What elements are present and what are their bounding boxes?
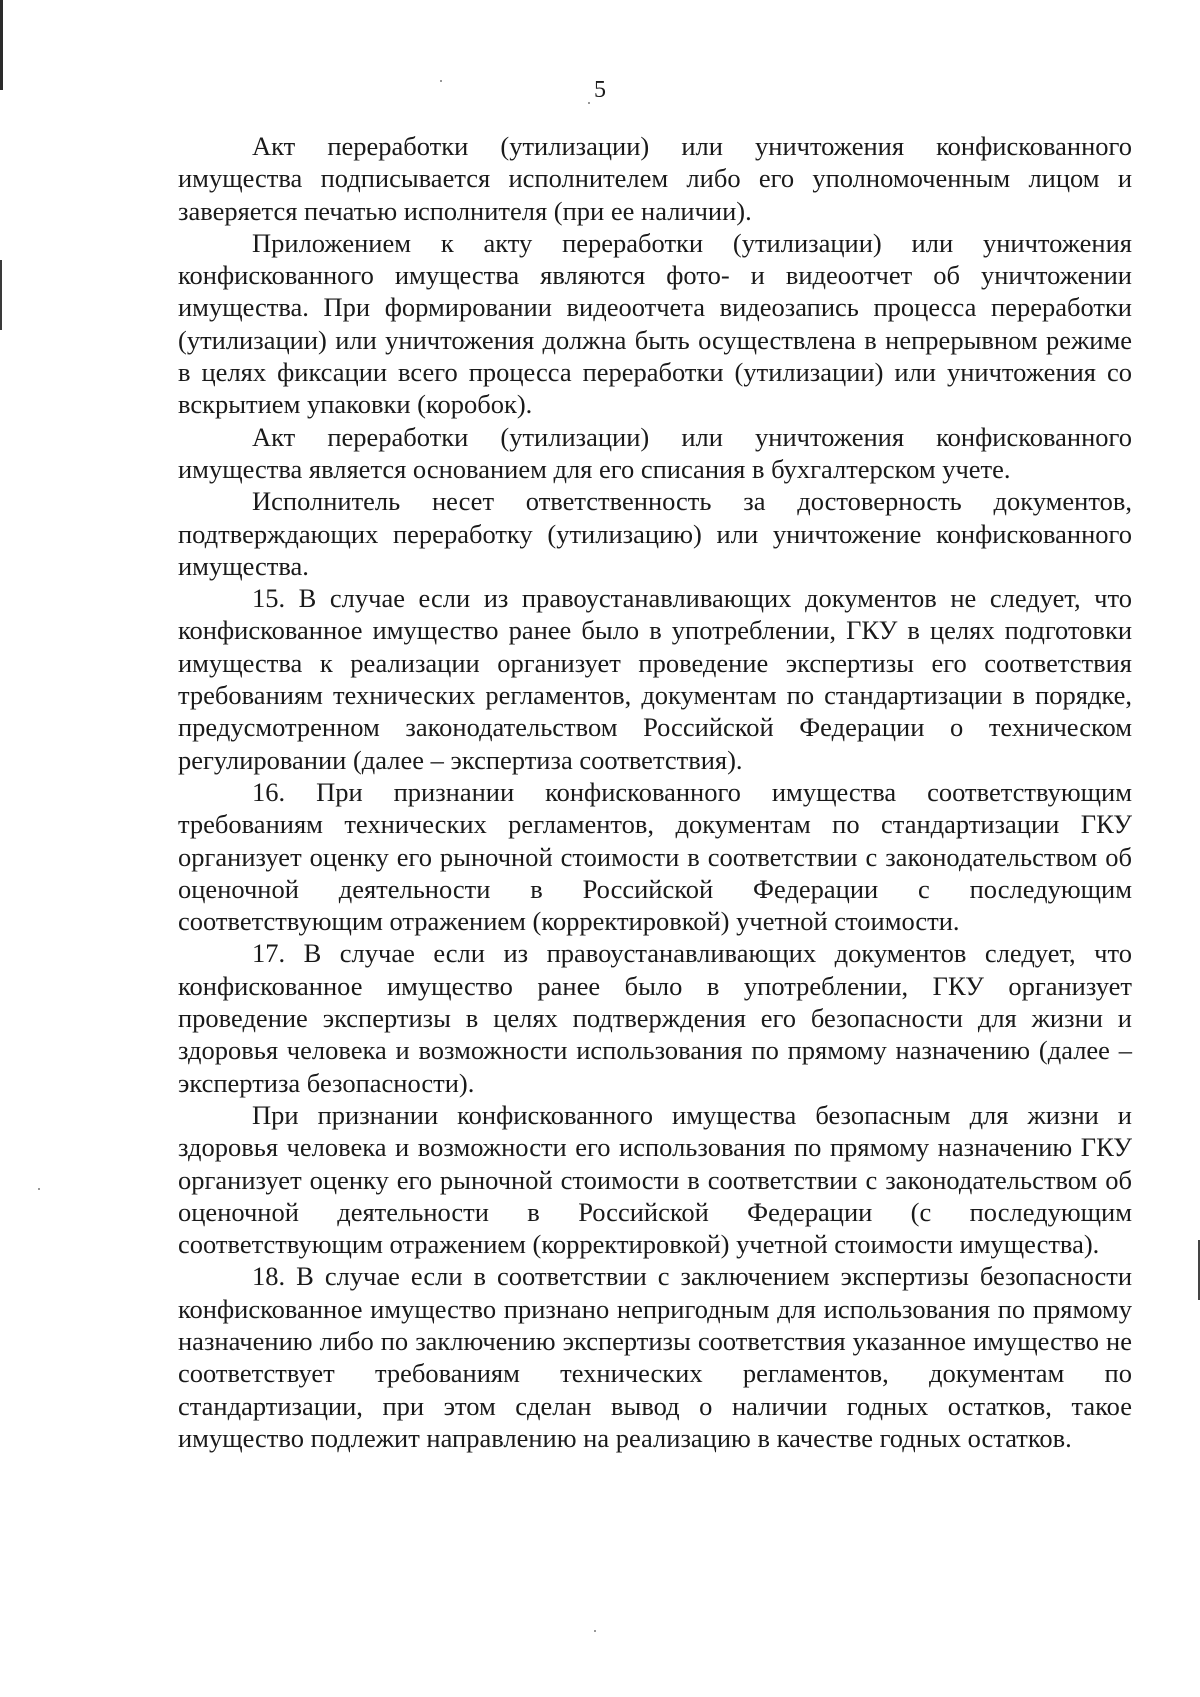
- page-number: 5: [594, 77, 606, 103]
- scan-speck: [594, 1630, 596, 1632]
- paragraph-act-basis: Акт переработки (утилизации) или уничтожения конфискованного имущества является основанием для его списания в бухгалтерском учете.: [178, 421, 1132, 484]
- paragraph-item-17: 17. В случае если из правоустанавливающих документов следует, что конфискованное имущество ранее было в употреблении, ГКУ организует проведение экспертизы в целях подтверждения его безопасности для жизни и здоровья человека и возможности использования по прямому назначению (далее – экспертиза безопасности).: [178, 938, 1132, 1098]
- paragraph-act-attachment: Приложением к акту переработки (утилизации) или уничтожения конфискованного имущества являются фото- и видеоотчет об уничтожении имущества. При формировании видеоотчета видеозапись процесса переработки (утилизации) или уничтожения должна быть осуществлена в непрерывном режиме в целях фиксации всего процесса переработки (утилизации) или уничтожения со вскрытием упаковки (коробок).: [178, 227, 1132, 420]
- paragraph-item-15: 15. В случае если из правоустанавливающих документов не следует, что конфискованное имущество ранее было в употреблении, ГКУ в целях подготовки имущества к реализации организует проведение экспертизы его соответствия требованиям технических регламентов, документам по стандартизации в порядке, предусмотренном законодательством Российской Федерации о техническом регулировании (далее – экспертиза соответствия).: [178, 583, 1132, 775]
- paragraph-item-17-continued: При признании конфискованного имущества безопасным для жизни и здоровья человека и возможности его использования по прямому назначению ГКУ организует оценку его рыночной стоимости в соответствии с законодательством об оценочной деятельности в Российской Федерации (с последующим соответствующим отражением (корректировкой) учетной стоимости имущества).: [178, 1099, 1132, 1260]
- scan-speck: [38, 1188, 40, 1190]
- paragraph-executor-responsibility: Исполнитель несет ответственность за достоверность документов, подтверждающих переработку (утилизацию) или уничтожение конфискованного имущества.: [178, 486, 1132, 581]
- scan-edge-mark: [0, 260, 2, 330]
- paragraph-item-16: 16. При признании конфискованного имущества соответствующим требованиям технических регламентов, документам по стандартизации ГКУ организует оценку его рыночной стоимости в соответствии с законодательством об оценочной деятельности в Российской Федерации с последующим соответствующим отражением (корректировкой) учетной стоимости.: [178, 776, 1132, 937]
- paragraph-item-18: 18. В случае если в соответствии с заключением экспертизы безопасности конфискованное имущество признано непригодным для использования по прямому назначению либо по заключению экспертизы соответствия указанное имущество не соответствует требованиям технических регламентов, документам по стандартизации, при этом сделан вывод о наличии годных остатков, такое имущество подлежит направлению на реализацию в качестве годных остатков.: [178, 1261, 1132, 1453]
- document-body: [178, 130, 1132, 1454]
- paragraph-act-signing: Акт переработки (утилизации) или уничтожения конфискованного имущества подписывается исполнителем либо его уполномоченным лицом и заверяется печатью исполнителя (при ее наличии).: [178, 131, 1132, 226]
